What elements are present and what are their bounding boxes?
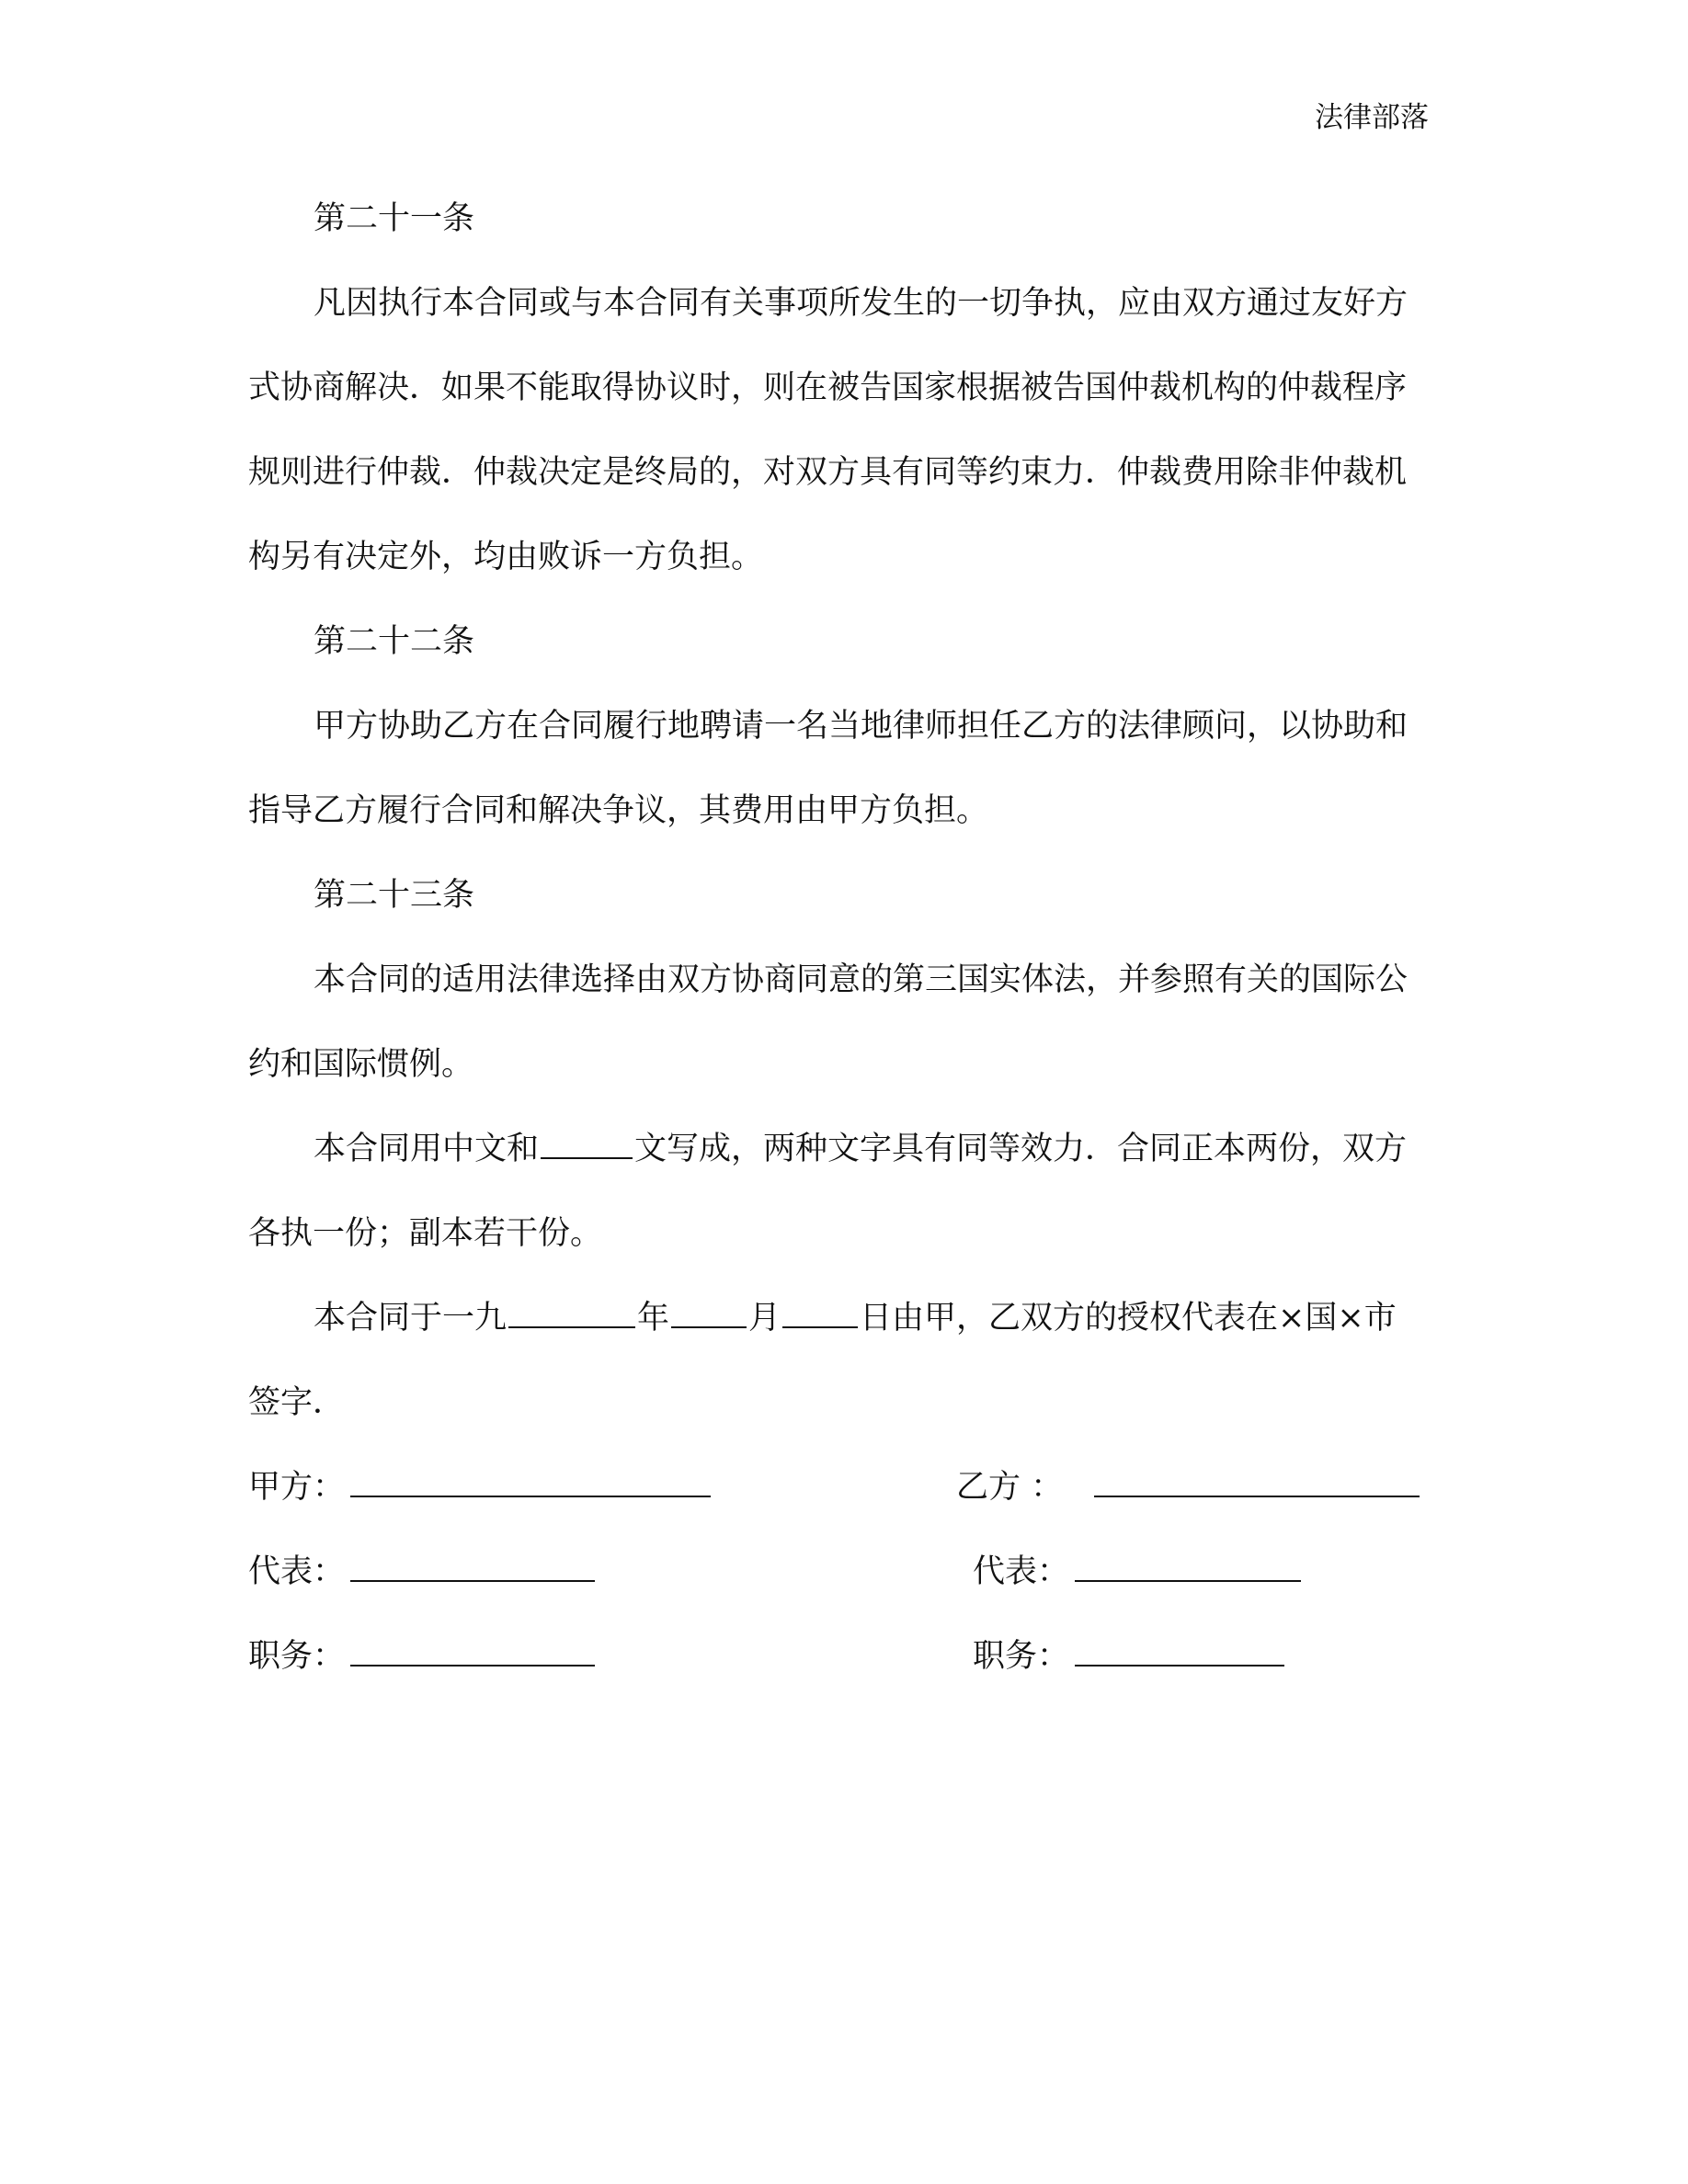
party-a-signature-line[interactable] — [350, 1462, 711, 1497]
language-clause-part-1: 本合同用中文和 — [314, 1131, 540, 1167]
article-23-line-1: 本合同的适用法律选择由双方协商同意的第三国实体法，并参照有关的国际公 — [314, 961, 1409, 998]
language-blank[interactable] — [541, 1124, 633, 1159]
article-21-line-4: 构另有决定外，均由败诉一方负担。 — [248, 539, 764, 575]
party-a-label: 甲方： — [248, 1469, 346, 1506]
party-b-label: 乙方 ： — [956, 1469, 1064, 1506]
title-a-signature-line[interactable] — [350, 1632, 595, 1666]
month-blank[interactable] — [671, 1293, 747, 1328]
year-blank[interactable] — [508, 1293, 635, 1328]
signing-year: 年 — [637, 1300, 670, 1337]
signing-clause-line-2: 签字． — [248, 1384, 346, 1421]
rep-b-label: 代表： — [973, 1553, 1070, 1590]
rep-a-label: 代表： — [248, 1553, 346, 1590]
title-a-row — [248, 1629, 597, 1684]
language-clause-line-2: 各执一份；副本若干份。 — [248, 1215, 603, 1252]
rep-b-signature-line[interactable] — [1075, 1547, 1301, 1582]
article-22-line-1: 甲方协助乙方在合同履行地聘请一名当地律师担任乙方的法律顾问，以协助和 — [314, 708, 1409, 745]
article-23-line-2: 约和国际惯例。 — [248, 1046, 474, 1083]
rep-a-row — [248, 1544, 597, 1599]
article-21-title: 第二十一条 — [314, 200, 475, 237]
article-22-title: 第二十二条 — [314, 623, 475, 660]
page-header-brand: 法律部落 — [1315, 101, 1429, 134]
article-21-line-3: 规则进行仲裁．仲裁决定是终局的，对双方具有同等约束力．仲裁费用除非仲裁机 — [248, 454, 1408, 491]
article-21-line-2: 式协商解决．如果不能取得协议时，则在被告国家根据被告国仲裁机构的仲裁程序 — [248, 370, 1408, 406]
title-b-row — [973, 1629, 1286, 1684]
signing-month: 月 — [748, 1300, 781, 1337]
article-22-line-2: 指导乙方履行合同和解决争议，其费用由甲方负担。 — [248, 792, 989, 829]
day-blank[interactable] — [782, 1293, 858, 1328]
signing-clause-line-1 — [314, 1291, 1397, 1346]
title-a-label: 职务： — [248, 1638, 346, 1675]
rep-b-row — [973, 1544, 1303, 1599]
language-clause-line-1 — [314, 1121, 1407, 1177]
article-21-line-1: 凡因执行本合同或与本合同有关事项所发生的一切争执，应由双方通过友好方 — [314, 285, 1409, 322]
party-b-signature-line[interactable] — [1094, 1462, 1420, 1497]
title-b-signature-line[interactable] — [1075, 1632, 1284, 1666]
party-b-row — [956, 1460, 1421, 1515]
signing-prefix: 本合同于一九 — [314, 1300, 508, 1337]
party-a-row — [248, 1460, 713, 1515]
rep-a-signature-line[interactable] — [350, 1547, 595, 1582]
article-23-title: 第二十三条 — [314, 877, 475, 914]
language-clause-part-2: 文写成，两种文字具有同等效力．合同正本两份，双方 — [634, 1131, 1408, 1167]
title-b-label: 职务： — [973, 1638, 1070, 1675]
signing-day-rest: 日由甲，乙双方的授权代表在×国×市 — [860, 1300, 1397, 1337]
